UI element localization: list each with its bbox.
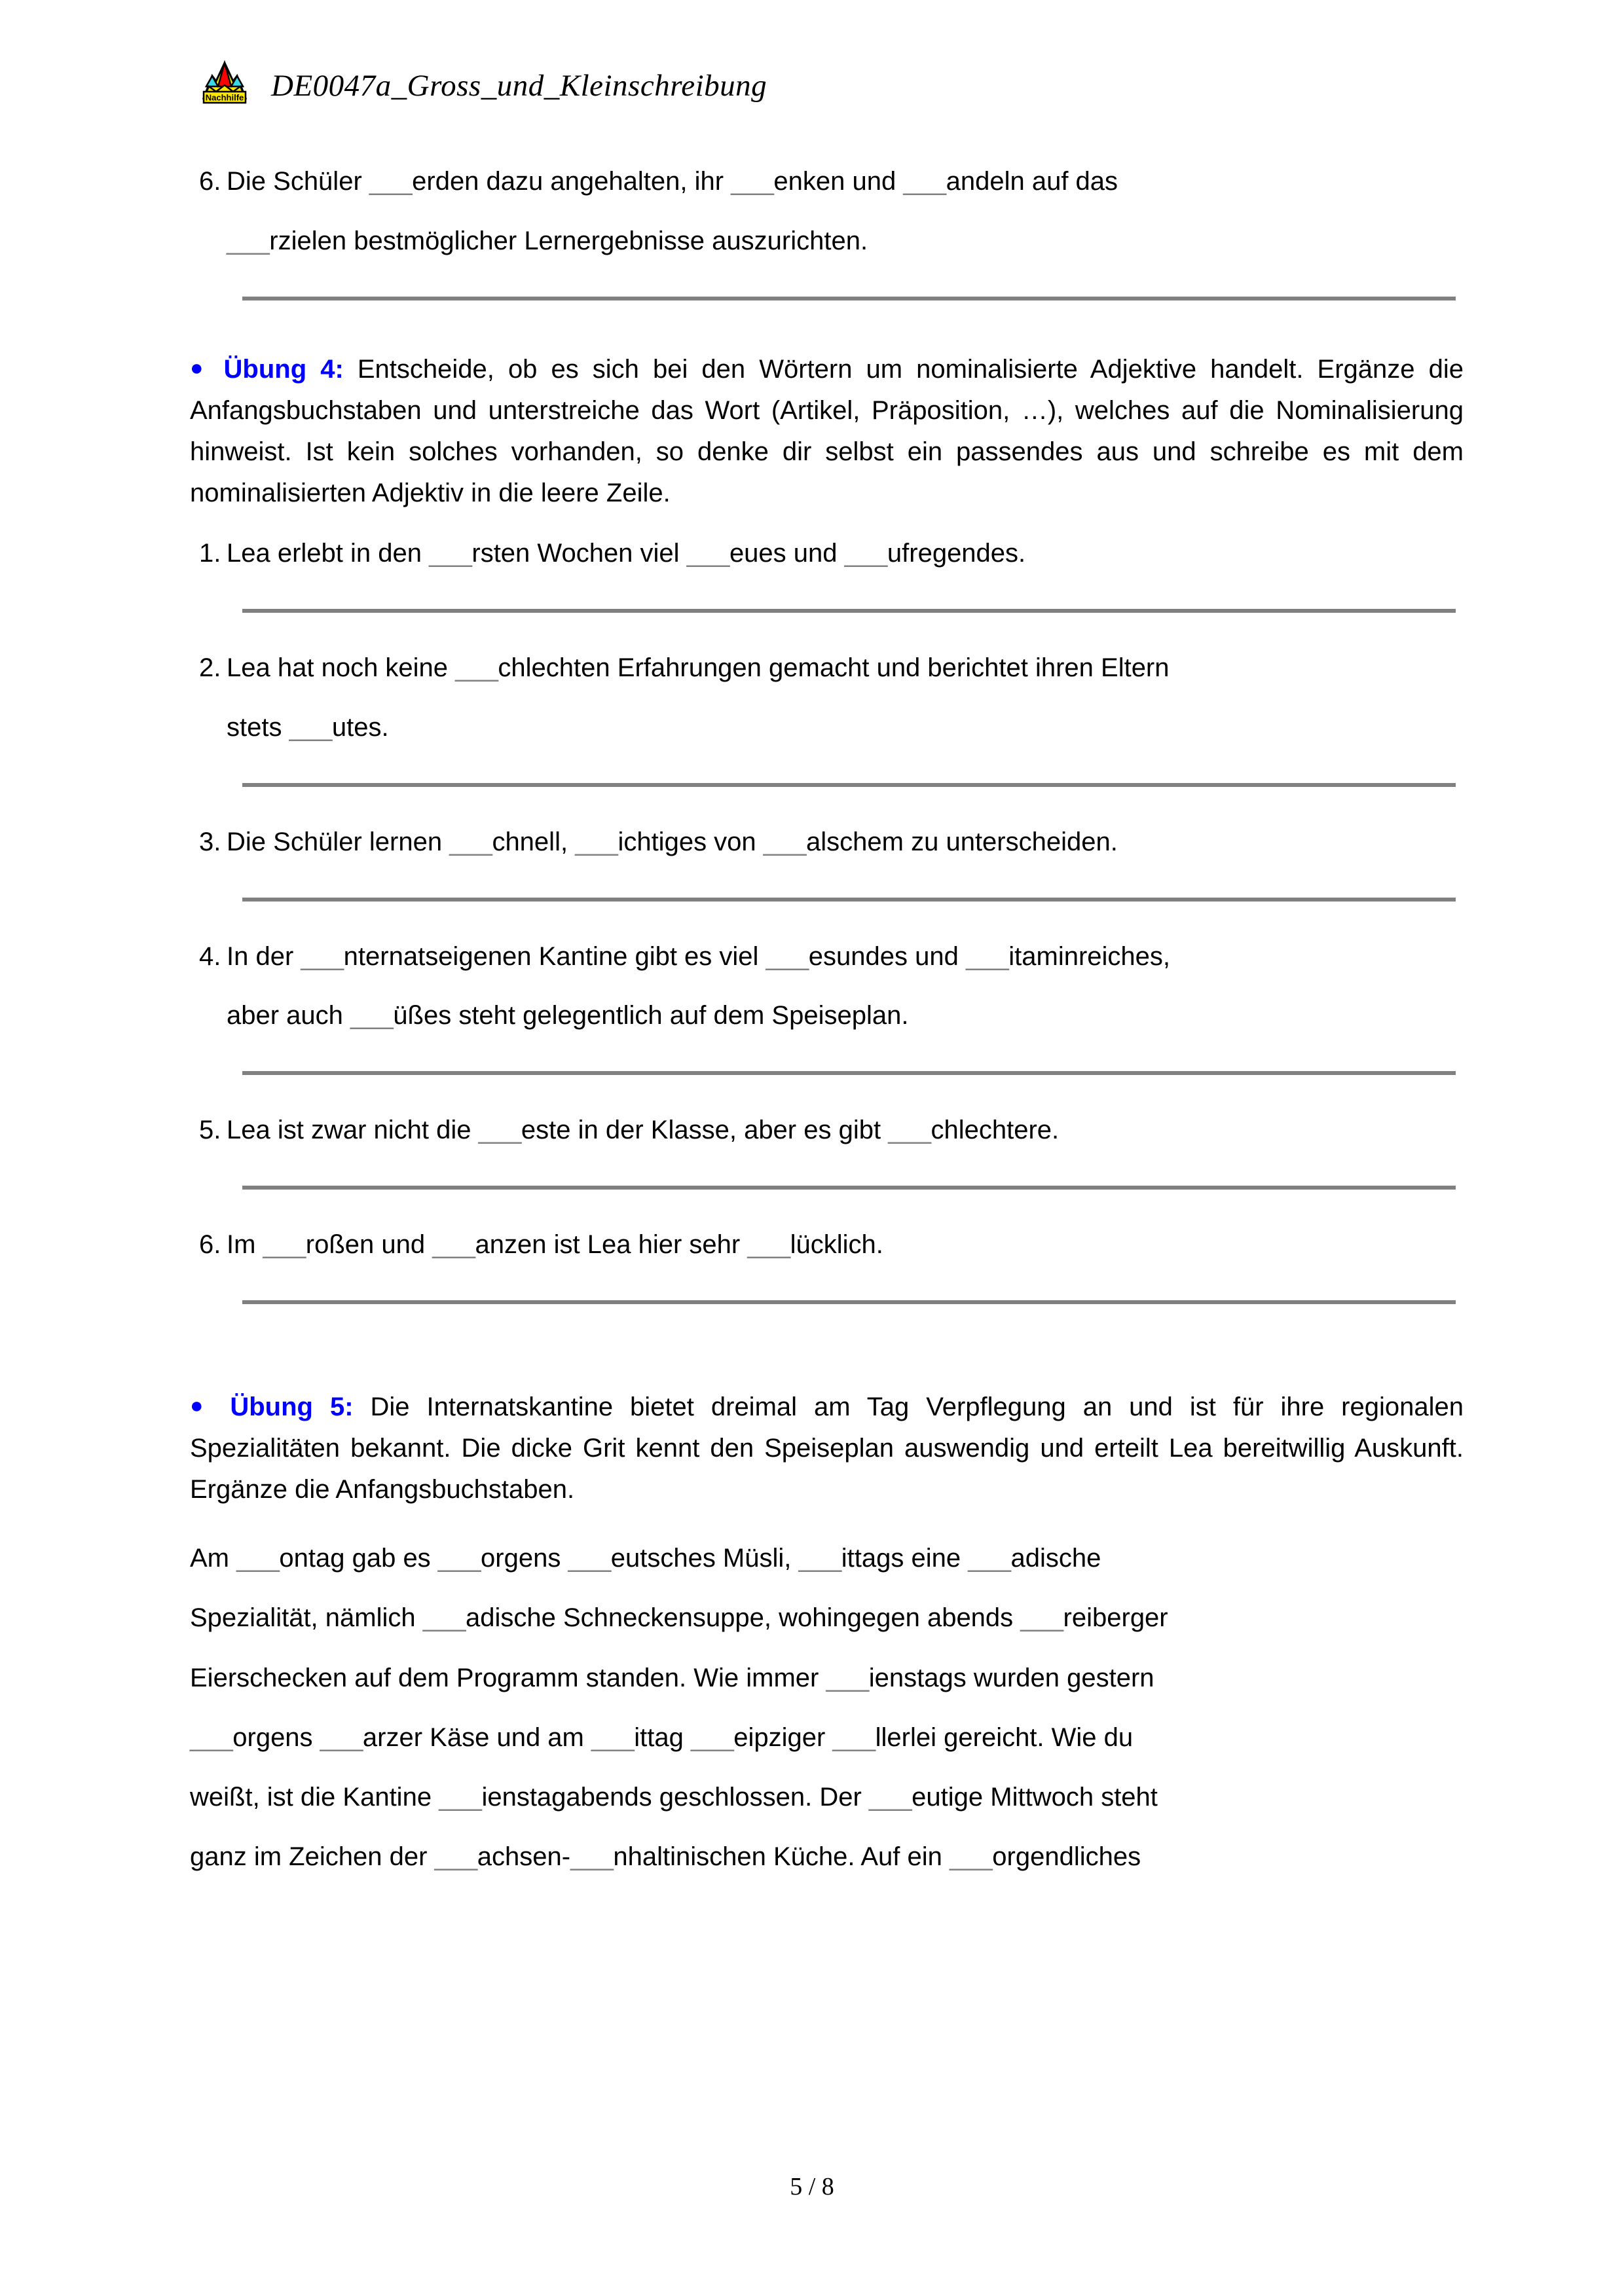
list-item-continuation	[190, 706, 1464, 749]
answer-blank[interactable]: ___	[449, 827, 492, 856]
text-run: alschem zu unterscheiden.	[806, 827, 1118, 856]
page-header	[196, 58, 767, 114]
answer-blank[interactable]: ___	[227, 226, 270, 255]
document-body	[190, 160, 1464, 1887]
cloze-line	[190, 1649, 1464, 1708]
exercise-5-cloze-text	[190, 1529, 1464, 1887]
item-number: 4.	[199, 941, 221, 971]
answer-blank[interactable]: ___	[868, 1783, 912, 1812]
answer-blank[interactable]: ___	[369, 167, 413, 196]
text-run: ienstags wurden gestern	[868, 1663, 1154, 1692]
answer-blank[interactable]: ___	[301, 941, 344, 971]
text-run: üßes steht gelegentlich auf dem Speiseplan.	[393, 1001, 909, 1030]
text-run: ittag	[634, 1722, 691, 1752]
text-run: chlechtere.	[931, 1116, 1060, 1145]
text-run: anzen ist Lea hier sehr	[475, 1230, 748, 1259]
item-text	[227, 821, 1464, 864]
text-run: chnell,	[492, 827, 576, 856]
exercise-label: Übung 5:	[230, 1392, 354, 1421]
text-run: Die Schüler	[227, 167, 369, 196]
document-title: DE0047a_Gross_und_Kleinschreibung	[271, 69, 767, 103]
exercise-instructions: Die Internatskantine bietet dreimal am Tag Verpflegung an und ist für ihre regionalen Spezialitäten bekannt. Die dicke Grit kennt den Speiseplan auswendig und erteilt Lea bereitwillig Auskunft. Ergänze die Anfangsbuchstaben.	[190, 1392, 1464, 1504]
answer-blank[interactable]: ___	[826, 1663, 869, 1692]
answer-blank[interactable]: ___	[432, 1230, 475, 1259]
nachhilfe-logo-icon	[196, 58, 253, 114]
text-run: esundes und	[808, 941, 966, 971]
answer-blank[interactable]: ___	[950, 1842, 993, 1872]
text-run: eutige Mittwoch steht	[912, 1783, 1158, 1812]
text-run: este in der Klasse, aber es gibt	[521, 1116, 889, 1145]
text-run: reiberger	[1063, 1603, 1168, 1633]
answer-blank[interactable]: ___	[832, 1722, 876, 1752]
answer-blank[interactable]: ___	[350, 1001, 394, 1030]
text-run: Lea ist zwar nicht die	[227, 1116, 479, 1145]
text-run: rsten Wochen viel	[471, 539, 687, 568]
text-run: chlechten Erfahrungen gemacht und berichtet ihren Eltern	[498, 653, 1170, 683]
answer-blank[interactable]: ___	[766, 941, 809, 971]
answer-blank[interactable]: ___	[455, 653, 498, 683]
text-run: ienstagabends geschlossen. Der	[481, 1783, 869, 1812]
item-text	[227, 220, 1464, 263]
answer-blank[interactable]: ___	[434, 1842, 477, 1872]
page-number: 5 / 8	[790, 2173, 834, 2200]
cloze-line	[190, 1588, 1464, 1648]
cloze-line	[190, 1529, 1464, 1588]
answer-blank[interactable]: ___	[690, 1722, 734, 1752]
answer-blank[interactable]: ___	[966, 941, 1009, 971]
text-run: eipziger	[733, 1722, 833, 1752]
text-run: achsen-	[477, 1842, 571, 1872]
logo-label: Nachhilfe	[205, 92, 244, 103]
answer-blank[interactable]: ___	[968, 1544, 1011, 1573]
item-number: 2.	[199, 653, 221, 683]
list-item-continuation	[190, 220, 1464, 263]
answer-blank[interactable]: ___	[747, 1230, 790, 1259]
answer-blank[interactable]: ___	[190, 1722, 233, 1752]
answer-blank[interactable]: ___	[798, 1544, 841, 1573]
answer-blank[interactable]: ___	[575, 827, 618, 856]
item-number: 3.	[199, 827, 221, 856]
text-run: stets	[227, 712, 289, 742]
exercise-4-heading	[190, 349, 1464, 515]
list-item	[190, 647, 1464, 689]
item-number: 1.	[199, 539, 221, 568]
answer-blank[interactable]: ___	[844, 539, 887, 568]
list-item	[190, 936, 1464, 978]
answer-blank[interactable]: ___	[439, 1783, 482, 1812]
cloze-line	[190, 1827, 1464, 1887]
text-run: ichtiges von	[618, 827, 764, 856]
item-text	[227, 994, 1464, 1037]
bullet-icon: ●	[190, 1393, 213, 1418]
answer-blank[interactable]: ___	[888, 1116, 931, 1145]
exercise-4-item-list	[190, 532, 1464, 1338]
text-run: ontag gab es	[279, 1544, 438, 1573]
text-run: In der	[227, 941, 301, 971]
exercise-instructions: Entscheide, ob es sich bei den Wörtern um nominalisierte Adjektive handelt. Ergänze die Anfangsbuchstaben und unterstreiche das Wort (Artikel, Präposition, …), welches auf die Nominalisierung hinweist. Ist kein solches vorhanden, so denke dir selbst ein passendes aus und schreibe es mit dem nominalisierten Adjektiv in die leere Zeile.	[190, 354, 1464, 508]
answer-blank[interactable]: ___	[763, 827, 807, 856]
text-run: erden dazu angehalten, ihr	[412, 167, 731, 196]
item-number: 6.	[199, 167, 221, 196]
text-run: ufregendes.	[887, 539, 1026, 568]
text-run: weißt, ist die Kantine	[190, 1783, 439, 1812]
text-run: Spezialität, nämlich	[190, 1603, 423, 1633]
text-run: andeln auf das	[946, 167, 1118, 196]
page-footer	[0, 2172, 1624, 2201]
item-text	[227, 1224, 1464, 1266]
text-run: nhaltinischen Küche. Auf ein	[613, 1842, 950, 1872]
answer-blank[interactable]: ___	[422, 1603, 466, 1633]
list-item	[190, 160, 1464, 203]
list-item	[190, 821, 1464, 864]
text-run: rzielen bestmöglicher Lernergebnisse auszurichten.	[269, 226, 868, 255]
cloze-line	[190, 1708, 1464, 1768]
text-run: roßen und	[305, 1230, 433, 1259]
answer-blank[interactable]: ___	[903, 167, 946, 196]
text-run: arzer Käse und am	[362, 1722, 591, 1752]
answer-blank[interactable]: ___	[591, 1722, 635, 1752]
item-text	[227, 647, 1464, 689]
text-run: llerlei gereicht. Wie du	[875, 1722, 1134, 1752]
answer-blank[interactable]: ___	[263, 1230, 306, 1259]
text-run: eues und	[729, 539, 845, 568]
text-run: ittags eine	[841, 1544, 969, 1573]
cloze-line	[190, 1768, 1464, 1827]
answer-blank[interactable]: ___	[320, 1722, 363, 1752]
answer-blank[interactable]: ___	[437, 1544, 481, 1573]
list-item-continuation	[190, 994, 1464, 1037]
item-text	[227, 1109, 1464, 1152]
item-text	[227, 160, 1464, 203]
text-run: itaminreiches,	[1008, 941, 1171, 971]
answer-blank[interactable]: ___	[289, 712, 332, 742]
text-run: orgens	[481, 1544, 568, 1573]
item-number: 6.	[199, 1230, 221, 1259]
item-number: 5.	[199, 1116, 221, 1145]
list-item	[190, 532, 1464, 575]
answer-blank[interactable]: ___	[236, 1544, 280, 1573]
text-run: ganz im Zeichen der	[190, 1842, 435, 1872]
item-text	[227, 706, 1464, 749]
text-run: enken und	[773, 167, 904, 196]
answer-blank[interactable]: ___	[731, 167, 774, 196]
text-run: orgens	[232, 1722, 320, 1752]
text-run: Am	[190, 1544, 237, 1573]
text-run: eutsches Müsli,	[610, 1544, 799, 1573]
text-run: Lea erlebt in den	[227, 539, 430, 568]
answer-blank[interactable]: ___	[568, 1544, 611, 1573]
answer-blank[interactable]: ___	[570, 1842, 614, 1872]
text-run: adische Schneckensuppe, wohingegen abends	[465, 1603, 1021, 1633]
text-run: utes.	[331, 712, 389, 742]
item-text	[227, 532, 1464, 575]
exercise-5-heading	[190, 1387, 1464, 1511]
item-text	[227, 936, 1464, 978]
text-run: orgendliches	[992, 1842, 1141, 1872]
list-item	[190, 1224, 1464, 1266]
answer-blank[interactable]: ___	[1020, 1603, 1063, 1633]
text-run: lücklich.	[790, 1230, 883, 1259]
text-run: nternatseigenen Kantine gibt es viel	[343, 941, 766, 971]
text-run: Lea hat noch keine	[227, 653, 456, 683]
text-run: Im	[227, 1230, 263, 1259]
bullet-icon: ●	[190, 355, 210, 380]
exercise-label: Übung 4:	[223, 354, 344, 384]
answer-blank[interactable]: ___	[429, 539, 472, 568]
list-item	[190, 1109, 1464, 1152]
text-run: adische	[1010, 1544, 1101, 1573]
answer-blank[interactable]: ___	[686, 539, 729, 568]
text-run: Die Schüler lernen	[227, 827, 450, 856]
answer-blank[interactable]: ___	[478, 1116, 521, 1145]
text-run: aber auch	[227, 1001, 351, 1030]
text-run: Eierschecken auf dem Programm standen. Wie immer	[190, 1663, 826, 1692]
